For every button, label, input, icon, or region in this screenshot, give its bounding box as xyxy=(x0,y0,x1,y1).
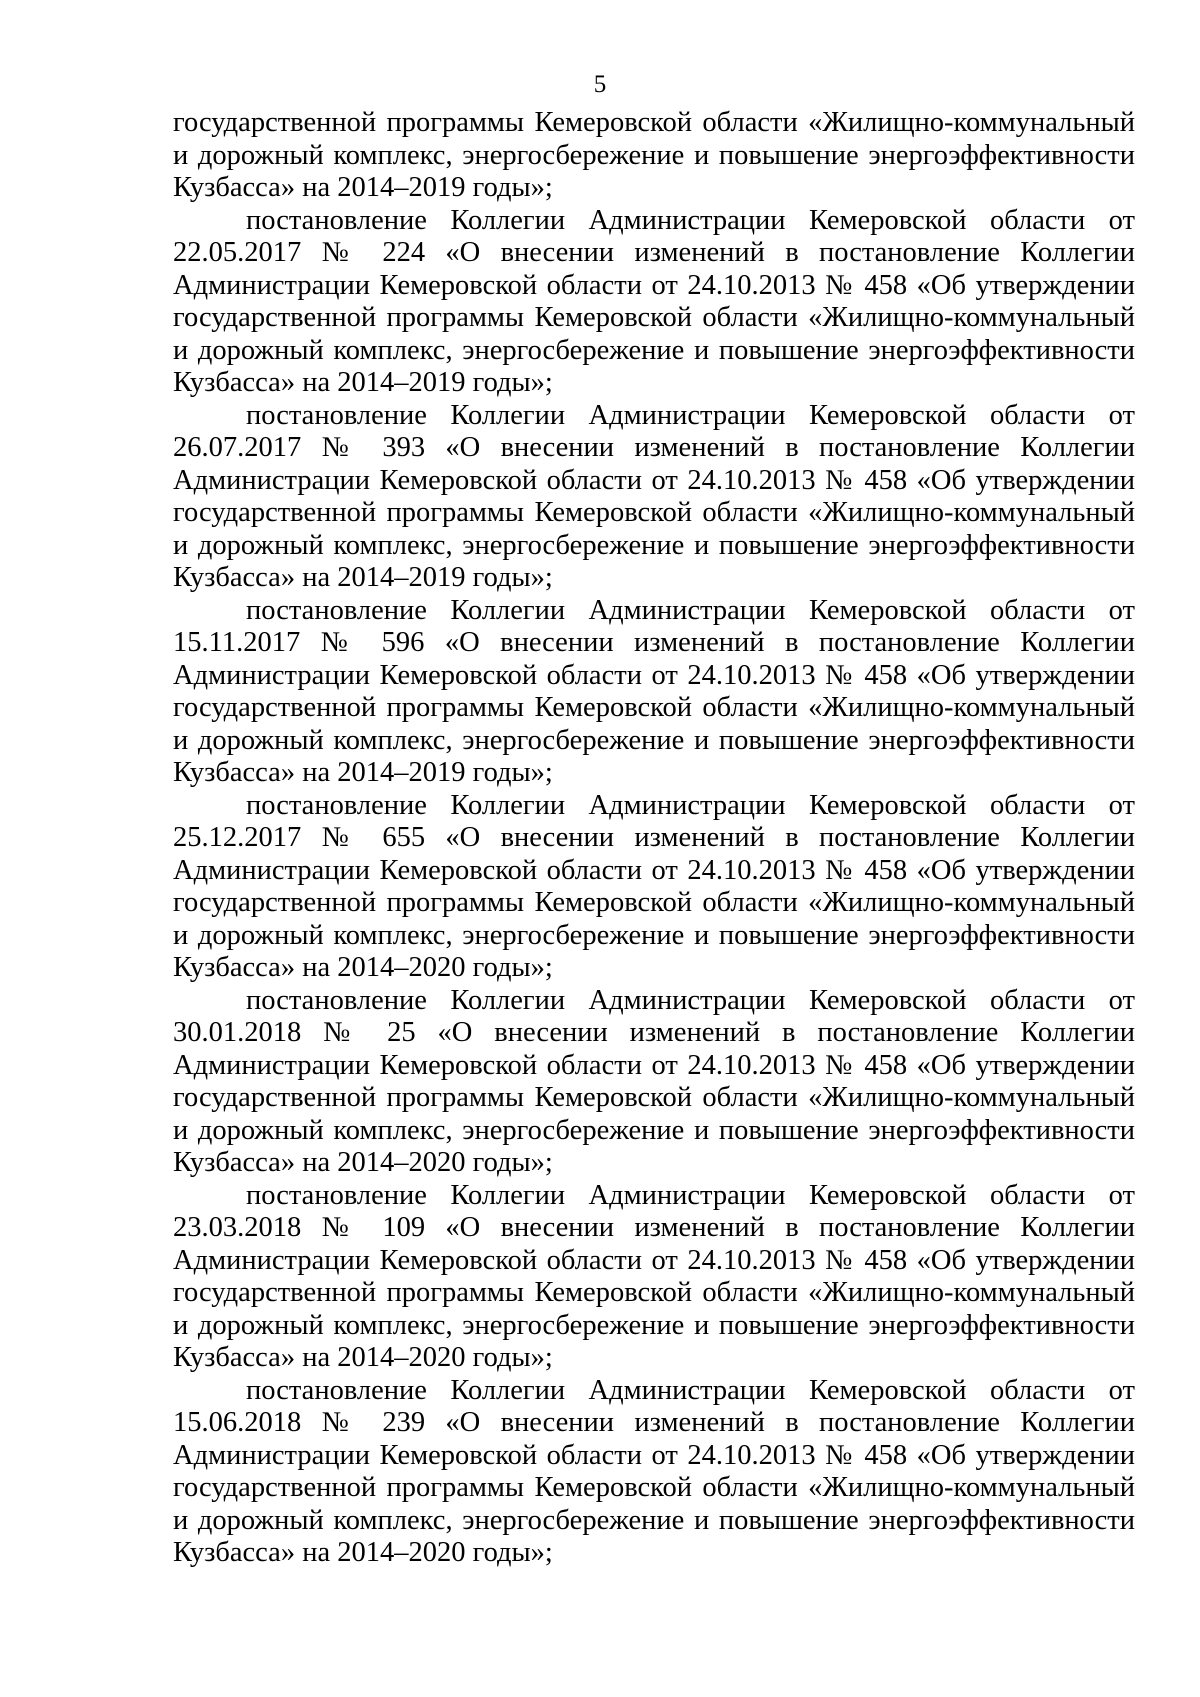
paragraph-resolution-393: постановление Коллегии Администрации Кемеровской области от 26.07.2017 № 393 «О внесении изменений в постановление Коллегии Администрации Кемеровской области от 24.10.2013 № 458 «Об утверждении государственной программы Кемеровской области «Жилищно-коммунальный и дорожный комплекс, энергосбережение и повышение энергоэффективности Кузбасса» на 2014–2019 годы»; xyxy=(173,399,1135,593)
paragraph-resolution-655: постановление Коллегии Администрации Кемеровской области от 25.12.2017 № 655 «О внесении изменений в постановление Коллегии Администрации Кемеровской области от 24.10.2013 № 458 «Об утверждении государственной программы Кемеровской области «Жилищно-коммунальный и дорожный комплекс, энергосбережение и повышение энергоэффективности Кузбасса» на 2014–2020 годы»; xyxy=(173,789,1135,983)
paragraph-resolution-224: постановление Коллегии Администрации Кемеровской области от 22.05.2017 № 224 «О внесении изменений в постановление Коллегии Администрации Кемеровской области от 24.10.2013 № 458 «Об утверждении государственной программы Кемеровской области «Жилищно-коммунальный и дорожный комплекс, энергосбережение и повышение энергоэффективности Кузбасса» на 2014–2019 годы»; xyxy=(173,204,1135,398)
paragraph-resolution-239: постановление Коллегии Администрации Кемеровской области от 15.06.2018 № 239 «О внесении изменений в постановление Коллегии Администрации Кемеровской области от 24.10.2013 № 458 «Об утверждении государственной программы Кемеровской области «Жилищно-коммунальный и дорожный комплекс, энергосбережение и повышение энергоэффективности Кузбасса» на 2014–2020 годы»; xyxy=(173,1374,1135,1568)
paragraph-resolution-25: постановление Коллегии Администрации Кемеровской области от 30.01.2018 № 25 «О внесении изменений в постановление Коллегии Администрации Кемеровской области от 24.10.2013 № 458 «Об утверждении государственной программы Кемеровской области «Жилищно-коммунальный и дорожный комплекс, энергосбережение и повышение энергоэффективности Кузбасса» на 2014–2020 годы»; xyxy=(173,984,1135,1178)
paragraph-resolution-596: постановление Коллегии Администрации Кемеровской области от 15.11.2017 № 596 «О внесении изменений в постановление Коллегии Администрации Кемеровской области от 24.10.2013 № 458 «Об утверждении государственной программы Кемеровской области «Жилищно-коммунальный и дорожный комплекс, энергосбережение и повышение энергоэффективности Кузбасса» на 2014–2019 годы»; xyxy=(173,594,1135,788)
paragraph-continuation: государственной программы Кемеровской области «Жилищно-коммунальный и дорожный комплекс, энергосбережение и повышение энергоэффективности Кузбасса» на 2014–2019 годы»; xyxy=(173,107,1135,203)
document-body xyxy=(173,107,1135,1570)
page-number: 5 xyxy=(593,71,607,98)
paragraph-resolution-109: постановление Коллегии Администрации Кемеровской области от 23.03.2018 № 109 «О внесении изменений в постановление Коллегии Администрации Кемеровской области от 24.10.2013 № 458 «Об утверждении государственной программы Кемеровской области «Жилищно-коммунальный и дорожный комплекс, энергосбережение и повышение энергоэффективности Кузбасса» на 2014–2020 годы»; xyxy=(173,1179,1135,1373)
